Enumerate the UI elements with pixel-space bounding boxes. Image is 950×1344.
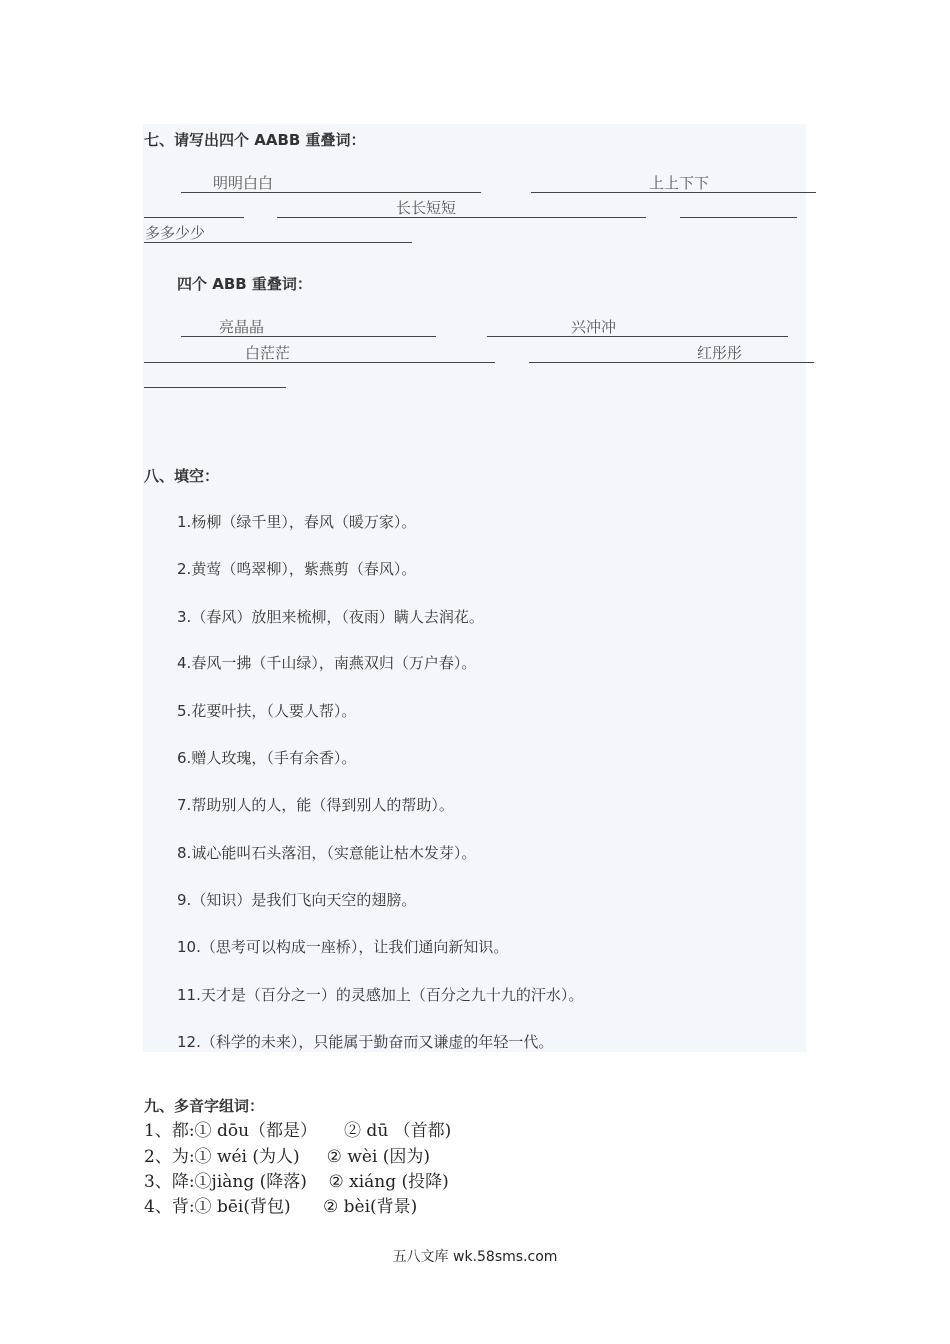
fill-item: 11.天才是（百分之一）的灵感加上（百分之九十九的汗水）。	[177, 986, 584, 1004]
aabb-blank-4-cont	[144, 225, 412, 243]
abb-blank-1	[181, 319, 436, 337]
aabb-answer-3: 长长短短	[396, 199, 457, 217]
aabb-blank-2-cont	[144, 200, 244, 218]
fill-item: 8.诚心能叫石头落泪，（实意能让枯木发芽）。	[177, 844, 477, 862]
abb-answer-1: 亮晶晶	[219, 318, 265, 336]
footer-watermark: 五八文库 wk.58sms.com	[392, 1249, 558, 1265]
fill-item: 12.（科学的未来），只能属于勤奋而又谦虚的年轻一代。	[177, 1033, 554, 1051]
polyphone-line: 2、为:① wéi (为人) ② wèi (因为)	[144, 1147, 431, 1167]
fill-item: 3.（春风）放胆来梳柳，（夜雨）瞒人去润花。	[177, 608, 484, 626]
abb-blank-3	[144, 345, 495, 363]
fill-item: 2.黄莺（鸣翠柳），紫燕剪（春风）。	[177, 560, 417, 578]
abb-blank-2	[487, 319, 788, 337]
aabb-blank-2	[531, 175, 816, 193]
shaded-answer-region	[143, 124, 806, 1052]
fill-item: 4.春风一拂（千山绿），南燕双归（万户春）。	[177, 654, 477, 672]
abb-heading: 四个 ABB 重叠词：	[177, 275, 312, 293]
polyphone-line: 1、都:① dōu（都是） ② dū （首都)	[144, 1121, 452, 1141]
aabb-blank-4	[680, 200, 797, 218]
fill-item: 10.（思考可以构成一座桥），让我们通向新知识。	[177, 938, 509, 956]
aabb-answer-2: 上上下下	[649, 174, 710, 192]
polyphone-line: 3、降:①jiàng (降落) ② xiáng (投降)	[144, 1172, 449, 1192]
section7-heading: 七、请写出四个 AABB 重叠词：	[144, 131, 366, 149]
section9-heading: 九、多音字组词：	[144, 1097, 265, 1115]
abb-answer-3: 白茫茫	[245, 344, 291, 362]
aabb-blank-1	[181, 175, 481, 193]
abb-blank-4-cont	[144, 370, 286, 388]
abb-blank-4	[529, 345, 814, 363]
fill-item: 5.花要叶扶，（人要人帮）。	[177, 702, 357, 720]
fill-item: 7.帮助别人的人，能（得到别人的帮助）。	[177, 796, 454, 814]
aabb-blank-3	[277, 200, 646, 218]
aabb-answer-4: 多多少少	[145, 224, 206, 242]
fill-item: 6.赠人玫瑰，（手有余香）。	[177, 749, 357, 767]
aabb-answer-1: 明明白白	[213, 174, 274, 192]
polyphone-line: 4、背:① bēi(背包) ② bèi(背景)	[144, 1197, 418, 1217]
fill-item: 9.（知识）是我们飞向天空的翅膀。	[177, 891, 417, 909]
fill-item: 1.杨柳（绿千里），春风（暖万家）。	[177, 513, 417, 531]
abb-answer-2: 兴冲冲	[571, 318, 617, 336]
section8-heading: 八、填空：	[144, 467, 220, 485]
abb-answer-4: 红彤彤	[697, 344, 743, 362]
